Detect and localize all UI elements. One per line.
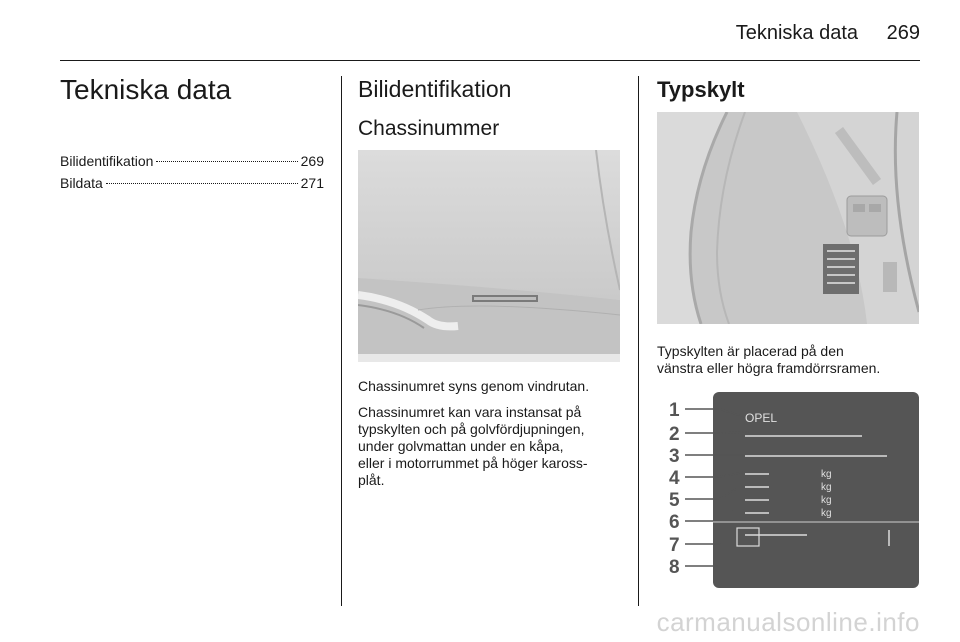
windshield-vin-photo <box>358 150 620 362</box>
type-plate-diagram <box>657 388 919 594</box>
column-divider-left <box>341 76 342 606</box>
paragraph-line: Typskylten är placerad på den <box>657 343 844 359</box>
paragraph-line: typskylten och på golvfördjupningen, <box>358 421 585 437</box>
watermark: carmanualsonline.info <box>656 607 920 637</box>
paragraph-line: Chassinumret kan vara instansat på <box>358 404 582 420</box>
paragraph-line: eller i motorrummet på höger kaross- <box>358 455 588 471</box>
table-of-contents <box>60 150 324 194</box>
paragraph-line: under golvmattan under en kåpa, <box>358 438 564 454</box>
plate-unit: kg <box>821 482 832 493</box>
plate-unit: kg <box>821 508 832 519</box>
column-divider-right <box>638 76 639 606</box>
callout-number: 5 <box>669 490 680 511</box>
running-header-title: Tekniska data <box>735 22 858 44</box>
plate-unit: kg <box>821 495 832 506</box>
vin-visibility-paragraph: Chassinumret syns genom vindrutan. <box>358 378 590 394</box>
toc-item-page: 271 <box>300 175 324 191</box>
callout-number: 1 <box>669 400 680 421</box>
section-heading: Typskylt <box>657 77 745 102</box>
callout-number: 4 <box>669 468 680 489</box>
plate-unit: kg <box>821 469 832 480</box>
toc-item-label: Bildata <box>60 175 103 191</box>
paragraph-line: vänstra eller högra framdörrsramen. <box>657 360 881 376</box>
toc-leader-dots <box>106 183 298 184</box>
toc-item[interactable] <box>60 172 324 194</box>
chapter-title: Tekniska data <box>60 74 232 105</box>
callout-number: 3 <box>669 446 680 467</box>
toc-item-page: 269 <box>300 153 324 169</box>
paragraph-line: plåt. <box>358 472 385 488</box>
running-header-page-number: 269 <box>886 22 920 44</box>
toc-leader-dots <box>156 161 297 162</box>
door-frame-type-plate-photo <box>657 112 919 324</box>
type-plate-location-paragraph <box>657 343 937 377</box>
callout-number: 2 <box>669 424 680 445</box>
callout-number: 6 <box>669 512 680 533</box>
subsection-heading: Chassinummer <box>358 117 500 140</box>
callout-number: 8 <box>669 557 680 578</box>
vin-location-paragraph <box>358 404 628 489</box>
section-heading: Bilidentifikation <box>358 76 512 102</box>
header-rule <box>60 60 920 61</box>
plate-brand: OPEL <box>745 411 778 425</box>
callout-number: 7 <box>669 535 680 556</box>
toc-item-label: Bilidentifikation <box>60 153 154 169</box>
toc-item[interactable] <box>60 150 324 172</box>
